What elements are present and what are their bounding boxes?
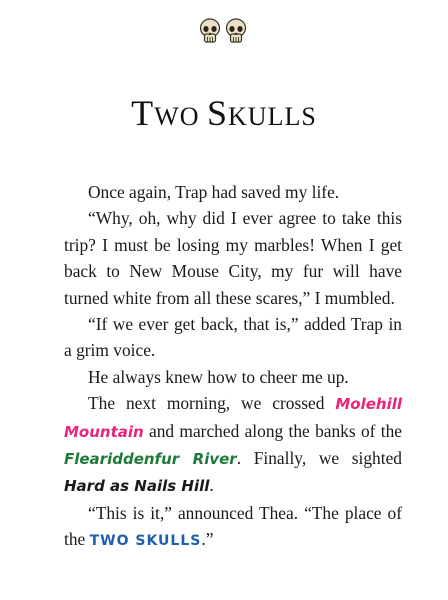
skull-icon	[199, 18, 221, 44]
paragraph-5-text-b: and marched along the banks of the	[143, 420, 402, 441]
title-rest-2: KULLS	[228, 102, 317, 131]
paragraph-6-text-a: “This is it,” announced Thea. “The place of the	[64, 502, 402, 550]
paragraph-1: Once again, Trap had saved my life.	[88, 182, 340, 202]
river-label: Fleariddenfur River	[64, 450, 237, 469]
chapter-title	[0, 92, 448, 134]
paragraph-2: “Why, oh, why did I ever agree to take this trip? I must be losing my marbles! When I get back to New Mouse City, my fur will have turned white from all these scares,” I mumbled.	[64, 208, 402, 308]
two-skulls-label: TWO SKULLS	[89, 533, 202, 550]
hill-label: Hard as Nails Hill	[64, 477, 210, 496]
paragraph-5-text-c: . Finally, we sighted	[236, 448, 402, 469]
skull-icon	[225, 18, 247, 44]
paragraph-6-text-b: .”	[201, 529, 214, 550]
title-initial-s: S	[207, 93, 229, 133]
two-skulls-icon	[199, 18, 251, 48]
title-rest-1: WO	[154, 102, 207, 131]
paragraph-3: “If we ever get back, that is,” added Trap in a grim voice.	[64, 314, 402, 361]
paragraph-6	[64, 500, 402, 555]
paragraph-5	[64, 390, 402, 500]
paragraph-5-text-a: The next morning, we crossed	[88, 393, 336, 414]
title-initial-t: T	[131, 93, 155, 133]
molehill-mountain-label: Molehill Mountain	[64, 395, 402, 441]
paragraph-5-text-d: .	[209, 475, 214, 496]
paragraph-4: He always knew how to cheer me up.	[88, 366, 349, 387]
chapter-body	[64, 179, 402, 555]
